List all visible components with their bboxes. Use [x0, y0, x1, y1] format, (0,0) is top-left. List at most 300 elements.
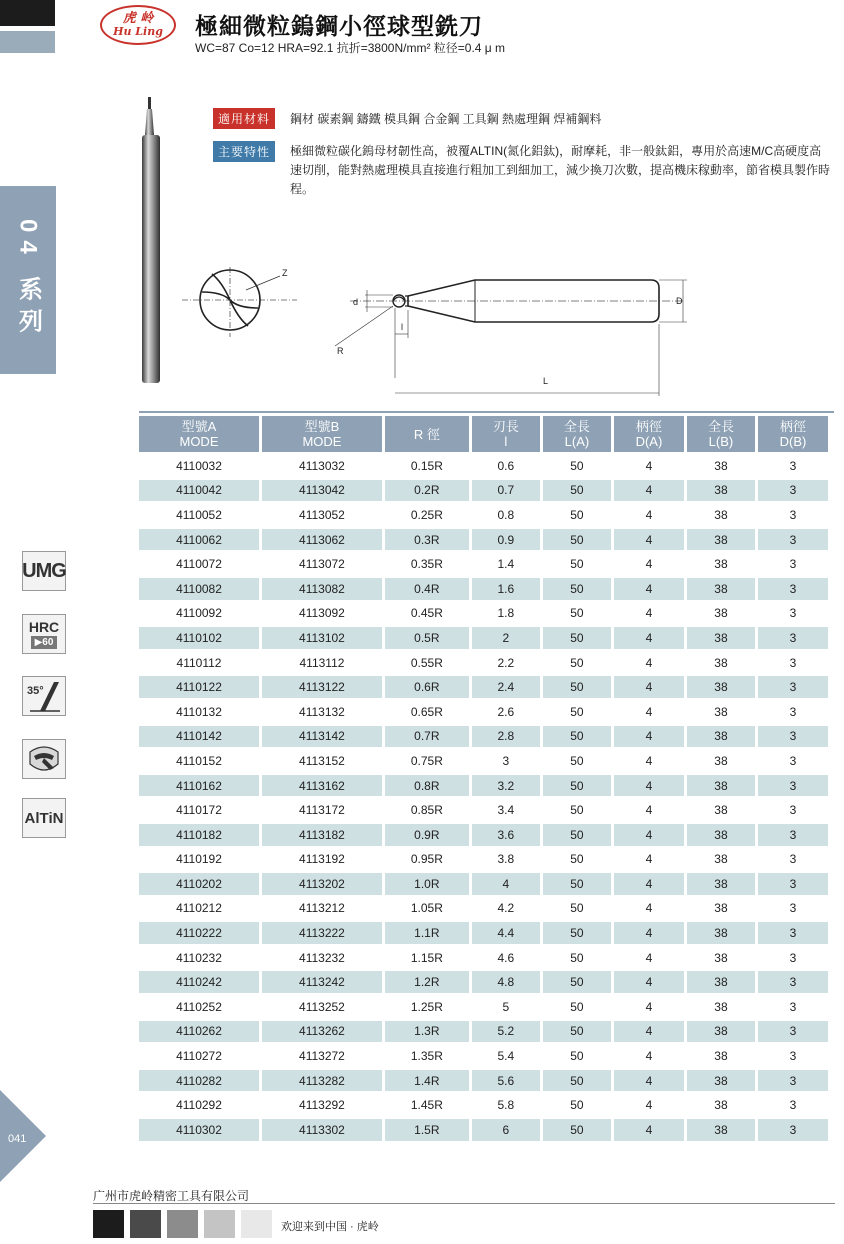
- table-header-cell: [472, 416, 540, 452]
- hrc-icon-text: HRC: [28, 618, 60, 635]
- table-cell: 1.15R: [410, 950, 443, 965]
- table-cell: 4: [614, 922, 684, 944]
- table-row: [139, 529, 828, 551]
- table-row: [139, 1045, 828, 1067]
- table-cell: 4113092: [299, 606, 345, 621]
- table-cell: 1.3R: [385, 1021, 469, 1043]
- table-cell: 2.6: [497, 704, 515, 719]
- table-cell: 2.2: [497, 655, 515, 670]
- table-cell: 4113202: [262, 873, 382, 895]
- table-cell: 4: [645, 901, 653, 916]
- table-cell: 6: [472, 1119, 540, 1141]
- table-cell: 3: [789, 1098, 797, 1113]
- table-cell: 1.4: [497, 557, 515, 572]
- table-cell: 38: [714, 1049, 728, 1064]
- table-cell: 1.8: [497, 606, 515, 621]
- table-cell: 4110042: [139, 480, 259, 502]
- table-row: [139, 676, 828, 698]
- table-cell: 38: [714, 999, 728, 1014]
- table-cell: 3: [758, 1021, 828, 1043]
- company-logo: [100, 5, 176, 45]
- header-label-bottom: L(A): [564, 434, 590, 449]
- table-cell: 4: [645, 458, 653, 473]
- table-cell: 38: [687, 1070, 755, 1092]
- table-cell: 0.9R: [385, 824, 469, 846]
- table-cell: 1.2R: [385, 971, 469, 993]
- header-label-bottom: D(A): [635, 434, 663, 449]
- table-cell: 38: [687, 775, 755, 797]
- table-cell: 4: [645, 704, 653, 719]
- table-row: [139, 455, 828, 477]
- table-cell: 38: [714, 507, 728, 522]
- table-cell: 38: [687, 1021, 755, 1043]
- table-cell: 50: [570, 950, 584, 965]
- table-row: [139, 824, 828, 846]
- table-cell: 4.4: [472, 922, 540, 944]
- table-row: [139, 849, 828, 871]
- altin-icon-text: AlTiN: [24, 809, 64, 827]
- table-cell: 4113182: [262, 824, 382, 846]
- table-cell: 3: [789, 557, 797, 572]
- table-cell: 4113082: [262, 578, 382, 600]
- table-cell: 0.65R: [410, 704, 443, 719]
- table-cell: 4110192: [176, 852, 222, 867]
- table-cell: 1.35R: [410, 1049, 443, 1064]
- table-cell: 50: [570, 753, 584, 768]
- table-cell: 4110092: [176, 606, 222, 621]
- table-header-cell: [543, 416, 611, 452]
- table-cell: 3: [789, 507, 797, 522]
- page-subtitle: WC=87 Co=12 HRA=92.1 抗折=3800N/mm² 粒径=0.4 μ m: [195, 41, 506, 55]
- table-cell: 4: [472, 873, 540, 895]
- table-cell: 38: [687, 529, 755, 551]
- helix-angle-text: 35°: [27, 685, 44, 697]
- table-cell: 4113132: [299, 704, 345, 719]
- umg-icon-text: UMG: [22, 559, 66, 582]
- table-cell: 0.85R: [410, 803, 443, 818]
- table-cell: 0.2R: [385, 480, 469, 502]
- table-cell: 2.8: [472, 726, 540, 748]
- table-cell: 4110172: [176, 803, 222, 818]
- table-cell: 50: [543, 775, 611, 797]
- table-cell: 0.7: [472, 480, 540, 502]
- header-label-top: R 徑: [413, 426, 440, 442]
- table-cell: 50: [543, 1021, 611, 1043]
- table-cell: 3: [789, 852, 797, 867]
- table-cell: 50: [543, 578, 611, 600]
- table-row: [139, 775, 828, 797]
- table-header-cell: [687, 416, 755, 452]
- table-header-cell: [262, 416, 382, 452]
- table-cell: 4: [614, 726, 684, 748]
- table-cell: 4113262: [262, 1021, 382, 1043]
- table-cell: 5.6: [472, 1070, 540, 1092]
- table-cell: 4110232: [176, 950, 222, 965]
- table-cell: 50: [570, 507, 584, 522]
- table-cell: 4110252: [176, 999, 222, 1014]
- table-cell: 4113062: [262, 529, 382, 551]
- table-cell: 4113142: [262, 726, 382, 748]
- diagram-L-label: L: [543, 376, 549, 386]
- altin-coating-icon: [22, 798, 66, 838]
- table-cell: 5.4: [497, 1049, 515, 1064]
- table-cell: 4113302: [262, 1119, 382, 1141]
- table-cell: 4: [614, 1070, 684, 1092]
- page-number: 041: [8, 1133, 27, 1145]
- table-cell: 4110282: [139, 1070, 259, 1092]
- features-text: 極細微粒碳化鎢母材韌性高，被覆ALTIN(氮化鋁鈦)，耐摩耗，非一般鈦鋁，專用於高速M/C高硬度高速切削，能對熱處理模具直接進行粗加工到細加工，減少換刀次數，提高機床稼動率，節省模具製作時程。: [290, 144, 831, 196]
- table-cell: 50: [543, 529, 611, 551]
- table-cell: 4: [645, 753, 653, 768]
- table-cell: 4110072: [176, 557, 222, 572]
- table-cell: 4110302: [139, 1119, 259, 1141]
- diagram-l-label: l: [401, 322, 403, 332]
- header-label-top: 柄徑: [635, 419, 662, 434]
- table-row: [139, 1119, 828, 1141]
- table-cell: 4113102: [262, 627, 382, 649]
- table-row: [139, 898, 828, 920]
- table-cell: 2: [472, 627, 540, 649]
- table-row: [139, 996, 828, 1018]
- table-row: [139, 553, 828, 575]
- table-row: [139, 701, 828, 723]
- table-cell: 38: [687, 480, 755, 502]
- table-cell: 38: [687, 873, 755, 895]
- umg-icon: [22, 551, 66, 591]
- table-cell: 50: [570, 999, 584, 1014]
- side-view-diagram: [325, 268, 695, 396]
- table-cell: 4113272: [299, 1049, 345, 1064]
- table-cell: 4110082: [139, 578, 259, 600]
- table-cell: 4113192: [299, 852, 345, 867]
- footer-swatch-4: [204, 1210, 235, 1238]
- footer-swatch-5: [241, 1210, 272, 1238]
- series-tab-label: 04 系列: [14, 219, 42, 341]
- table-cell: 50: [570, 1098, 584, 1113]
- table-row: [139, 603, 828, 625]
- table-cell: 4110032: [176, 458, 222, 473]
- header-label-bottom: MODE: [179, 434, 219, 449]
- table-cell: 4113222: [262, 922, 382, 944]
- header-label-top: 全長: [563, 419, 590, 434]
- table-cell: 0.8: [497, 507, 515, 522]
- table-cell: 38: [687, 971, 755, 993]
- logo-text-cn: 虎 岭: [122, 11, 154, 26]
- table-cell: 4110242: [139, 971, 259, 993]
- table-cell: 3: [758, 676, 828, 698]
- table-cell: 38: [714, 803, 728, 818]
- table-cell: 3: [758, 480, 828, 502]
- table-row: [139, 504, 828, 526]
- table-cell: 4: [614, 1021, 684, 1043]
- table-cell: 50: [543, 676, 611, 698]
- footer-swatch-3: [167, 1210, 198, 1238]
- table-cell: 0.3R: [385, 529, 469, 551]
- table-cell: 4: [614, 529, 684, 551]
- table-cell: 4113052: [299, 507, 345, 522]
- table-cell: 4110162: [139, 775, 259, 797]
- table-row: [139, 652, 828, 674]
- table-cell: 50: [543, 971, 611, 993]
- logo-text-en: Hu Ling: [113, 25, 163, 38]
- table-cell: 3: [758, 627, 828, 649]
- table-cell: 3: [789, 606, 797, 621]
- table-cell: 3: [789, 803, 797, 818]
- table-cell: 4110152: [176, 753, 222, 768]
- table-cell: 38: [714, 704, 728, 719]
- table-cell: 4110142: [139, 726, 259, 748]
- table-cell: 1.1R: [385, 922, 469, 944]
- table-header-cell: [614, 416, 684, 452]
- table-cell: 38: [687, 726, 755, 748]
- table-cell: 3: [789, 753, 797, 768]
- table-cell: 4113252: [299, 999, 345, 1014]
- table-cell: 4113162: [262, 775, 382, 797]
- table-cell: 4113242: [262, 971, 382, 993]
- table-row: [139, 1070, 828, 1092]
- table-cell: 4113032: [299, 458, 345, 473]
- header-label-bottom: l: [504, 434, 508, 449]
- table-cell: 3: [789, 901, 797, 916]
- table-cell: 4110132: [176, 704, 222, 719]
- table-cell: 38: [714, 753, 728, 768]
- table-cell: 3: [758, 1070, 828, 1092]
- table-cell: 4: [645, 1049, 653, 1064]
- spec-table-wrapper: [139, 411, 834, 1144]
- table-cell: 38: [714, 606, 728, 621]
- table-row: [139, 726, 828, 748]
- table-cell: 0.4R: [385, 578, 469, 600]
- table-row: [139, 627, 828, 649]
- table-cell: 0.25R: [410, 507, 443, 522]
- table-cell: 4113072: [299, 557, 345, 572]
- helix-angle-icon: [22, 676, 66, 716]
- table-cell: 50: [570, 655, 584, 670]
- table-row: [139, 480, 828, 502]
- table-cell: 4110272: [176, 1049, 222, 1064]
- end-view-diagram: [182, 262, 297, 342]
- table-cell: 5.2: [472, 1021, 540, 1043]
- table-cell: 0.15R: [410, 458, 443, 473]
- table-row: [139, 873, 828, 895]
- table-cell: 50: [543, 922, 611, 944]
- table-cell: 4113122: [262, 676, 382, 698]
- corner-block-dark: [0, 0, 55, 26]
- table-cell: 1.5R: [385, 1119, 469, 1141]
- table-cell: 3: [502, 753, 510, 768]
- end-mill-tool-image: [130, 95, 175, 390]
- table-cell: 4: [645, 507, 653, 522]
- table-cell: 4110112: [176, 655, 222, 670]
- table-cell: 4.2: [497, 901, 515, 916]
- table-cell: 4110052: [176, 507, 222, 522]
- table-cell: 4: [645, 950, 653, 965]
- table-cell: 4113282: [262, 1070, 382, 1092]
- table-cell: 1.4R: [385, 1070, 469, 1092]
- table-cell: 50: [570, 606, 584, 621]
- table-cell: 0.6R: [385, 676, 469, 698]
- table-cell: 50: [543, 1070, 611, 1092]
- materials-label: 適用材料: [213, 108, 275, 129]
- table-row: [139, 799, 828, 821]
- footer-swatch-2: [130, 1210, 161, 1238]
- table-cell: 50: [543, 726, 611, 748]
- footer-rule: [93, 1203, 835, 1204]
- table-cell: 4110262: [139, 1021, 259, 1043]
- table-cell: 1.25R: [410, 999, 443, 1014]
- table-header-row: [139, 416, 828, 452]
- table-cell: 4: [614, 578, 684, 600]
- table-cell: 4: [645, 999, 653, 1014]
- table-cell: 3: [789, 999, 797, 1014]
- table-cell: 4: [645, 803, 653, 818]
- table-cell: 4: [614, 627, 684, 649]
- header-label-top: 刃長: [492, 419, 519, 434]
- corner-block-blue: [0, 31, 55, 53]
- table-cell: 0.35R: [410, 557, 443, 572]
- series-tab: [0, 186, 56, 374]
- table-row: [139, 578, 828, 600]
- header-label-bottom: L(B): [708, 434, 734, 449]
- table-cell: 50: [543, 873, 611, 895]
- features-label: 主要特性: [213, 141, 275, 162]
- table-cell: 3: [758, 971, 828, 993]
- table-cell: 0.8R: [385, 775, 469, 797]
- table-header-cell: [758, 416, 828, 452]
- diagram-R-label: R: [337, 346, 344, 356]
- table-cell: 4: [645, 606, 653, 621]
- table-cell: 4: [614, 824, 684, 846]
- table-cell: 4110212: [176, 901, 222, 916]
- table-cell: 4: [614, 676, 684, 698]
- table-cell: 4113152: [299, 753, 345, 768]
- table-cell: 4: [645, 655, 653, 670]
- table-cell: 4110122: [139, 676, 259, 698]
- table-cell: 1.45R: [410, 1098, 443, 1113]
- table-row: [139, 947, 828, 969]
- table-cell: 4113172: [299, 803, 345, 818]
- table-cell: 1.05R: [410, 901, 443, 916]
- table-cell: 50: [570, 458, 584, 473]
- table-cell: 38: [714, 950, 728, 965]
- table-cell: 38: [714, 557, 728, 572]
- table-body: [139, 455, 828, 1141]
- table-cell: 50: [543, 480, 611, 502]
- table-cell: 50: [570, 704, 584, 719]
- company-name: 广州市虎岭精密工具有限公司: [93, 1189, 250, 1203]
- table-cell: 38: [687, 1119, 755, 1141]
- table-cell: 4113232: [299, 950, 345, 965]
- welcome-text: 欢迎来到中国 · 虎岭: [281, 1221, 379, 1233]
- table-cell: 3: [758, 1119, 828, 1141]
- table-cell: 0.75R: [410, 753, 443, 768]
- spec-table: [136, 413, 831, 1144]
- table-cell: 50: [570, 852, 584, 867]
- header-label-top: 型號A: [181, 419, 217, 434]
- table-cell: 5: [502, 999, 510, 1014]
- table-header-cell: [385, 416, 469, 452]
- table-cell: 4113212: [299, 901, 345, 916]
- table-header-cell: [139, 416, 259, 452]
- table-cell: 3: [789, 950, 797, 965]
- table-cell: 38: [714, 901, 728, 916]
- table-cell: 0.7R: [385, 726, 469, 748]
- table-cell: 3.6: [472, 824, 540, 846]
- table-cell: 4113112: [299, 655, 345, 670]
- table-cell: 3: [789, 655, 797, 670]
- table-cell: 4: [645, 852, 653, 867]
- table-cell: 38: [687, 676, 755, 698]
- table-cell: 38: [687, 824, 755, 846]
- table-cell: 3: [758, 726, 828, 748]
- table-cell: 2.4: [472, 676, 540, 698]
- table-cell: 0.6: [497, 458, 515, 473]
- table-cell: 0.9: [472, 529, 540, 551]
- footer-swatch-1: [93, 1210, 124, 1238]
- table-cell: 1.6: [472, 578, 540, 600]
- table-cell: 4: [614, 1119, 684, 1141]
- table-cell: 0.95R: [410, 852, 443, 867]
- table-cell: 4: [614, 480, 684, 502]
- diagram-d-label: d: [353, 297, 359, 307]
- table-cell: 4113292: [299, 1098, 345, 1113]
- materials-text: 鋼材 碳素鋼 鑄鐵 模具鋼 合金鋼 工具鋼 熱處理鋼 焊補鋼料: [290, 112, 602, 126]
- table-cell: 5.8: [497, 1098, 515, 1113]
- table-cell: 3: [758, 775, 828, 797]
- table-cell: 3.8: [497, 852, 515, 867]
- table-cell: 38: [714, 852, 728, 867]
- page-title: 極細微粒鎢鋼小徑球型銑刀: [195, 13, 483, 39]
- table-cell: 4110222: [139, 922, 259, 944]
- table-cell: 38: [687, 578, 755, 600]
- table-cell: 4.8: [472, 971, 540, 993]
- table-row: [139, 750, 828, 772]
- table-cell: 3: [758, 578, 828, 600]
- table-cell: 38: [687, 627, 755, 649]
- table-cell: 4110102: [139, 627, 259, 649]
- table-cell: 38: [714, 458, 728, 473]
- table-cell: 4110292: [176, 1098, 222, 1113]
- table-cell: 3: [758, 529, 828, 551]
- ball-nose-icon: [22, 739, 66, 779]
- header-label-top: 全長: [707, 419, 734, 434]
- table-cell: 38: [687, 922, 755, 944]
- header-label-bottom: MODE: [302, 434, 342, 449]
- table-cell: 0.55R: [410, 655, 443, 670]
- table-cell: 0.5R: [385, 627, 469, 649]
- table-cell: 38: [714, 1098, 728, 1113]
- diagram-z-label: Z: [282, 268, 288, 278]
- table-row: [139, 922, 828, 944]
- table-cell: 50: [570, 557, 584, 572]
- table-row: [139, 1094, 828, 1116]
- table-cell: 4110202: [139, 873, 259, 895]
- table-row: [139, 1021, 828, 1043]
- table-cell: 50: [543, 824, 611, 846]
- table-cell: 50: [543, 1119, 611, 1141]
- table-cell: 4: [645, 1098, 653, 1113]
- table-cell: 4: [614, 775, 684, 797]
- hrc-icon-value: ▶60: [31, 636, 58, 649]
- table-row: [139, 971, 828, 993]
- hrc-icon: [22, 614, 66, 654]
- table-cell: 3.2: [472, 775, 540, 797]
- table-cell: 3: [789, 458, 797, 473]
- table-cell: 3: [789, 704, 797, 719]
- table-cell: 0.45R: [410, 606, 443, 621]
- table-cell: 4.6: [497, 950, 515, 965]
- table-cell: 50: [570, 1049, 584, 1064]
